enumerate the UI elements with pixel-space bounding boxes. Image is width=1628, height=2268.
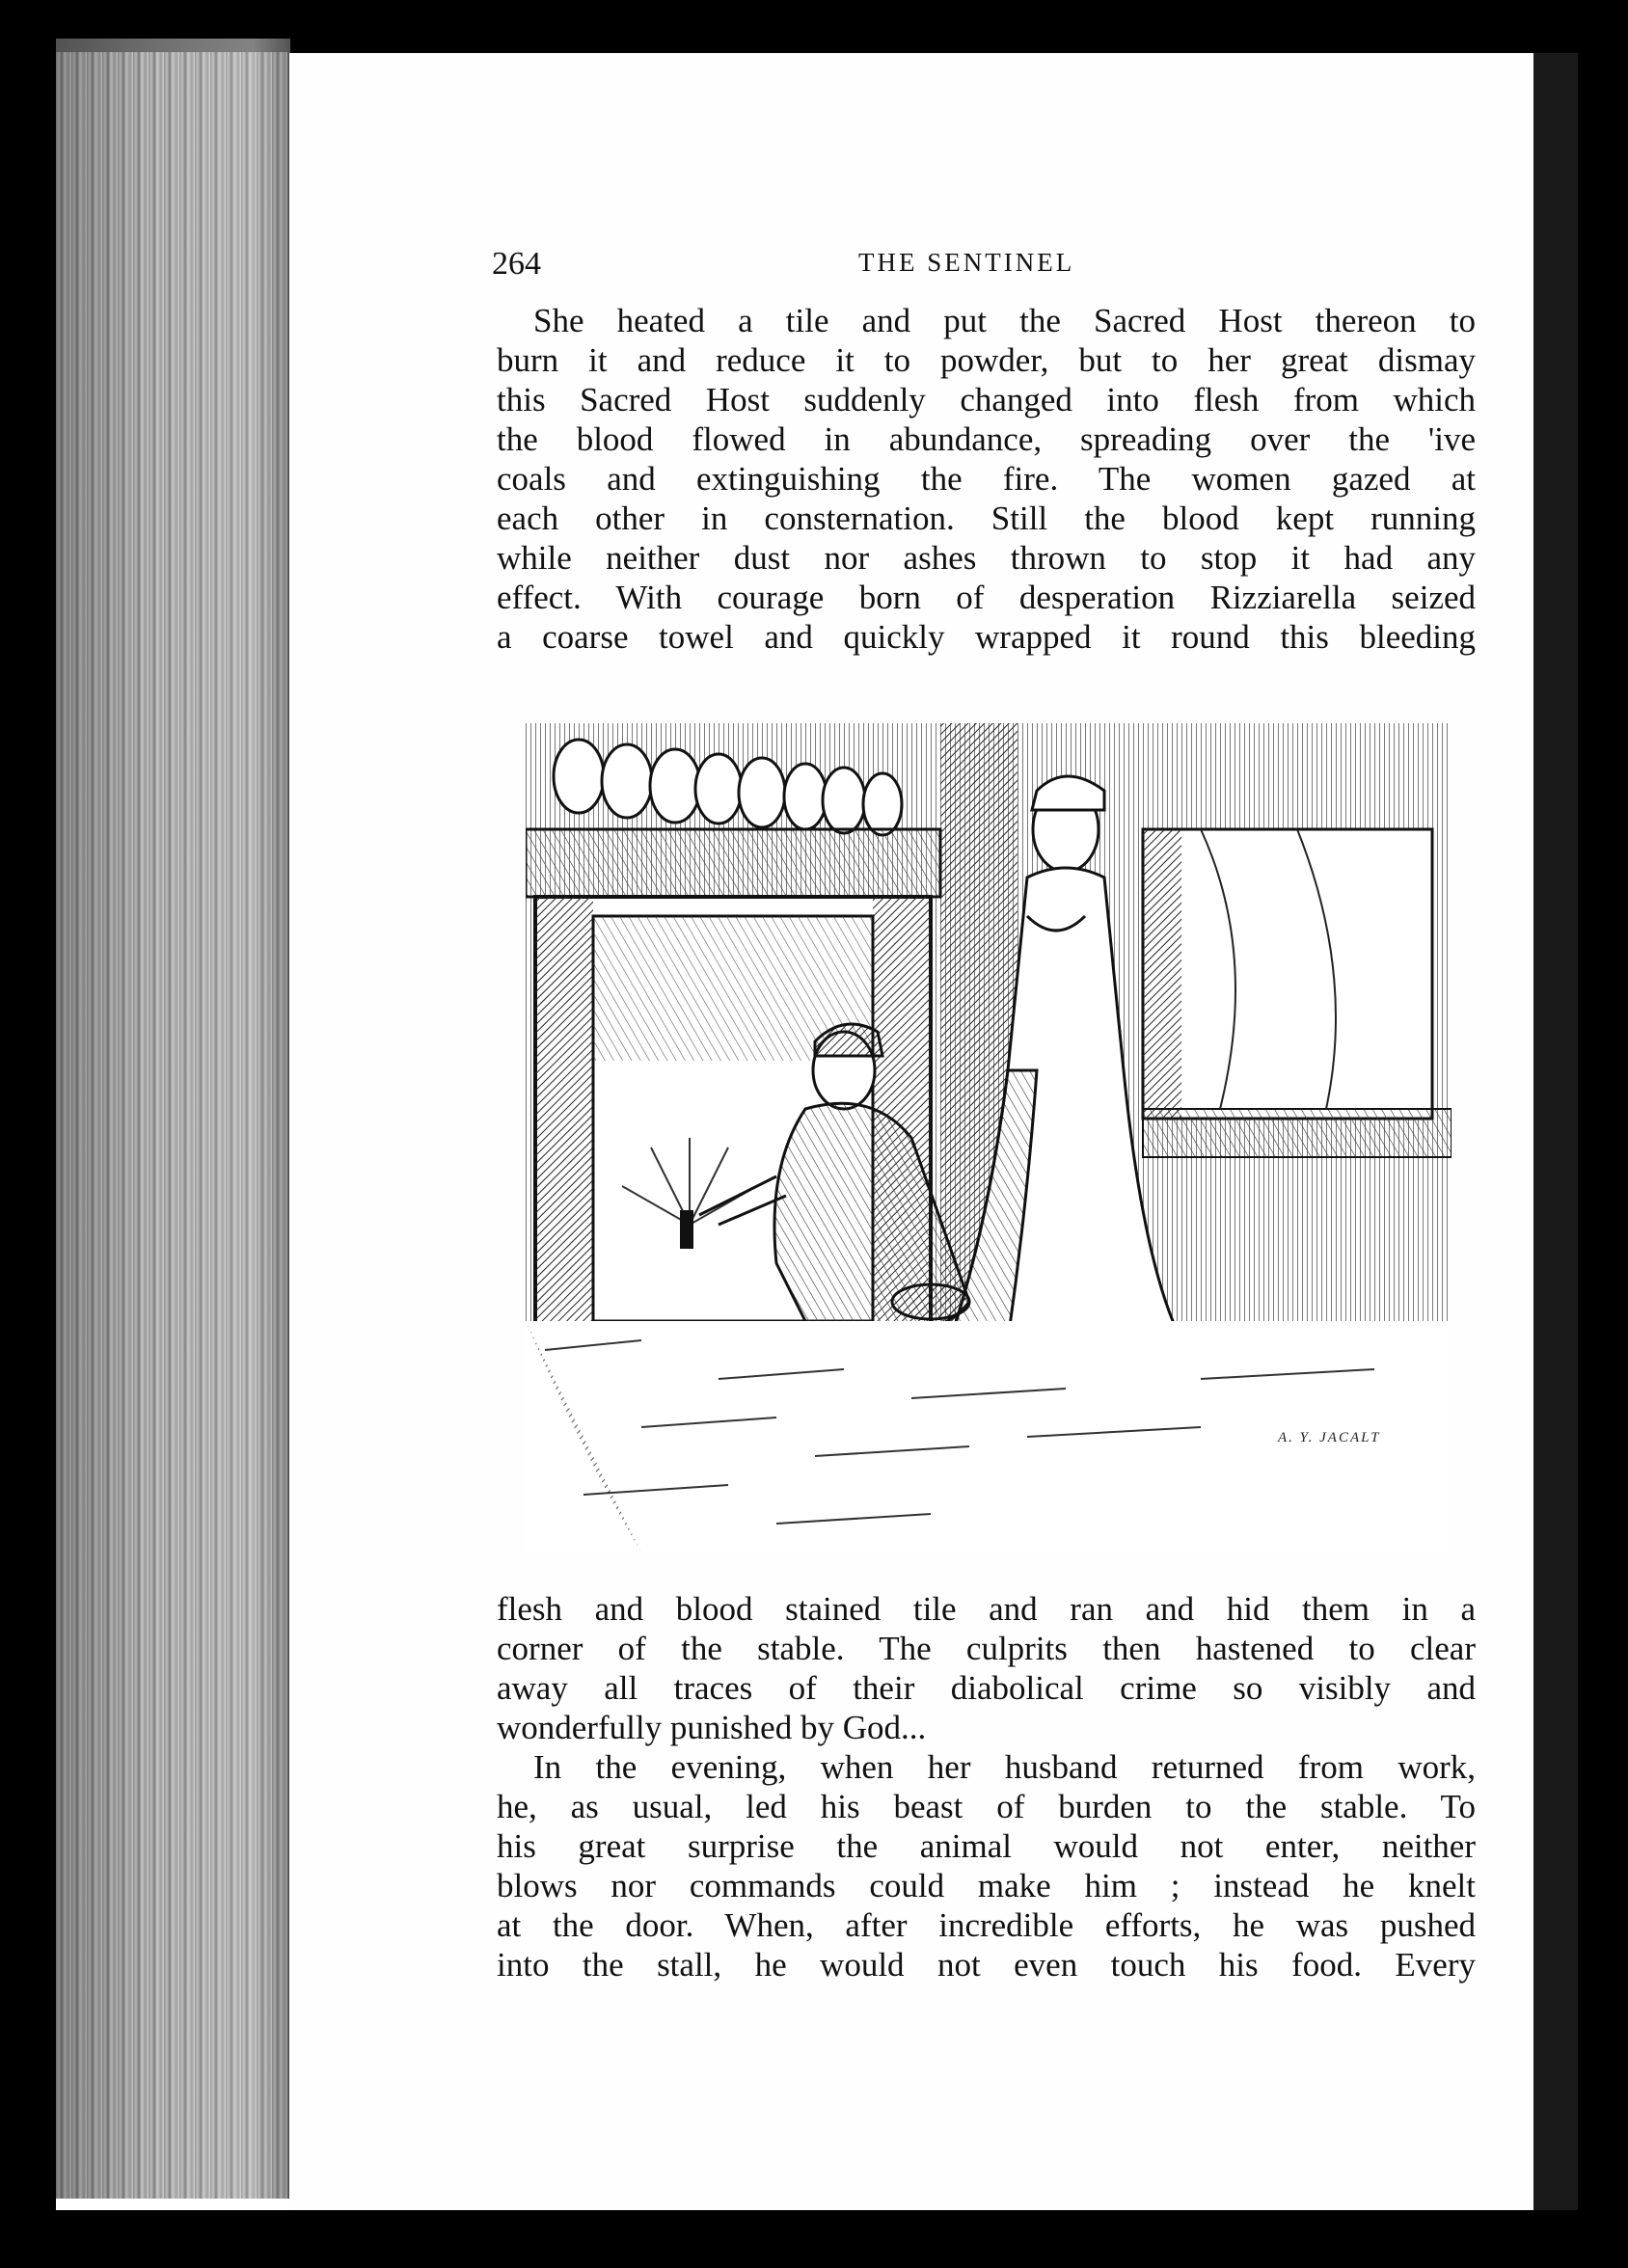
text-line: away all traces of their diabolical crime so visibly and xyxy=(497,1669,1476,1707)
text-line: this Sacred Host suddenly changed into flesh from which xyxy=(497,381,1476,418)
text-line: effect. With courage born of desperation Rizziarella seized xyxy=(497,579,1476,616)
page-number: 264 xyxy=(492,246,541,282)
text-line: a coarse towel and quickly wrapped it round this bleeding xyxy=(497,618,1476,656)
text-line: burn it and reduce it to powder, but to her great dismay xyxy=(497,341,1476,379)
fireplace-scene-drawing xyxy=(526,723,1452,1552)
running-title: THE SENTINEL xyxy=(858,248,1075,277)
text-line: She heated a tile and put the Sacred Host thereon to xyxy=(533,302,1476,339)
text-line: corner of the stable. The culprits then hastened to clear xyxy=(497,1630,1476,1667)
text-line: wonderfully punished by God... xyxy=(497,1709,927,1746)
text-line: In the evening, when her husband returned from work, xyxy=(533,1748,1476,1786)
text-line: coals and extinguishing the fire. The women gazed at xyxy=(497,460,1476,498)
text-line: blows nor commands could make him ; instead he knelt xyxy=(497,1867,1476,1904)
text-paragraph-top xyxy=(497,301,1476,657)
text-line: into the stall, he would not even touch his food. Every xyxy=(497,1946,1476,1984)
text-line: he, as usual, led his beast of burden to the stable. To xyxy=(497,1788,1476,1825)
candle xyxy=(680,1210,693,1249)
engraving-illustration xyxy=(526,723,1452,1552)
artist-signature: A. Y. JACALT xyxy=(1278,1430,1381,1445)
page-header xyxy=(492,246,1476,284)
text-line: while neither dust nor ashes thrown to stop it had any xyxy=(497,539,1476,577)
text-line: the blood flowed in abundance, spreading over the 'ive xyxy=(497,420,1476,458)
text-line: his great surprise the animal would not enter, neither xyxy=(497,1827,1476,1865)
scan-frame-right xyxy=(1578,0,1628,2268)
scan-frame-left xyxy=(0,0,56,2268)
text-line: each other in consternation. Still the blood kept running xyxy=(497,500,1476,537)
scan-frame-bottom xyxy=(0,2210,1628,2268)
book-page-edges xyxy=(56,39,290,2199)
text-line: flesh and blood stained tile and ran and hid them in a xyxy=(497,1590,1476,1628)
text-paragraph-bottom xyxy=(497,1589,1476,1984)
text-line: at the door. When, after incredible efforts, he was pushed xyxy=(497,1906,1476,1944)
book-gutter xyxy=(1533,53,1578,2210)
